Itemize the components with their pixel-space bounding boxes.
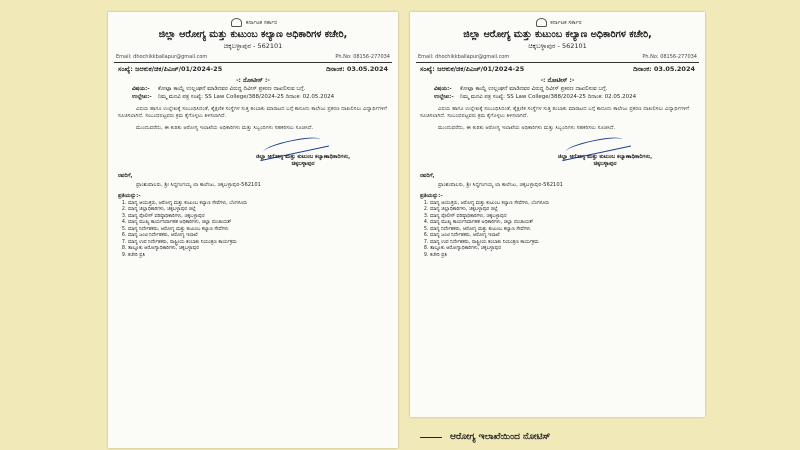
body-paragraph-1: ವಿಷಯ ಹಾಗೂ ಉಲ್ಲೇಖಕ್ಕೆ ಸಂಬಂಧಿಸಿದಂತೆ, ಶೈಕ್ಷಣಿಕ ಸಂಸ್ಥೆಗಳ ಸುತ್ತ ತಂಬಾಕು ಮಾರಾಟದ ಬಗ್ಗೆ ಕಾನೂನು ಕಾಲೇಜು ಪ್ರಕರಣ ದಾಖಲಿಸಲು ವಿದ್ಯಾರ್ಥಿಗಳಿಗೆ ಸೂಚಿಸಲಾಗಿದೆ. ಸಂಬಂಧಪಟ್ಟವರು ಕ್ರಮ ಕೈಗೊಳ್ಳಲು ತಿಳಿಸಲಾಗಿದೆ. [118, 106, 387, 120]
emblem-text: ಕರ್ನಾಟಕ ಸರ್ಕಾರ [245, 20, 277, 26]
notice-title: -: ನೋಟೀಸ್ :- [540, 77, 575, 84]
office-name: ಜಿಲ್ಲಾ ಆರೋಗ್ಯ ಮತ್ತು ಕುಟುಂಬ ಕಲ್ಯಾಣ ಅಧಿಕಾರಿಗಳ ಕಚೇರಿ, [463, 29, 652, 40]
list-item: 1. ಮಾನ್ಯ ಆಯುಕ್ತರು, ಆರೋಗ್ಯ ಮತ್ತು ಕುಟುಂಬ ಕಲ್ಯಾಣ ಸೇವೆಗಳು, ಬೆಂಗಳೂರು [430, 201, 693, 208]
reference-number: ಸಂಖ್ಯೆ: ಜಆಕುಕ/ಚಿಕ/ಪಿಎಚ್‌/01/2024-25 [118, 65, 223, 73]
list-item: 7. ಮಾನ್ಯ ಉಪ ನಿರ್ದೇಶಕರು, ರಾಷ್ಟ್ರೀಯ ತಂಬಾಕು ನಿಯಂತ್ರಣ ಕಾರ್ಯಕ್ರಮ [128, 240, 386, 247]
subject-field [410, 85, 705, 93]
list-item: 4. ಮಾನ್ಯ ಮುಖ್ಯ ಕಾರ್ಯನಿರ್ವಾಹಕ ಅಧಿಕಾರಿಗಳು, ಜಿಲ್ಲಾ ಪಂಚಾಯತ್ [430, 220, 693, 227]
caption-line [420, 432, 550, 442]
body-paragraph-2: ಮುಂದುವರೆದು, ಈ ಕುರಿತು ಆರೋಗ್ಯ ಇಲಾಖೆಯ ಅಧಿಕಾರಿಗಳು ಮತ್ತು ಸಿಬ್ಬಂದಿಗಳು ಸಹಕರಿಸಲು ಸೂಚಿಸಿದೆ. [438, 125, 616, 132]
list-item: 1. ಮಾನ್ಯ ಆಯುಕ್ತರು, ಆರೋಗ್ಯ ಮತ್ತು ಕುಟುಂಬ ಕಲ್ಯಾಣ ಸೇವೆಗಳು, ಬೆಂಗಳೂರು [128, 201, 386, 208]
list-item: 7. ಮಾನ್ಯ ಉಪ ನಿರ್ದೇಶಕರು, ರಾಷ್ಟ್ರೀಯ ತಂಬಾಕು ನಿಯಂತ್ರಣ ಕಾರ್ಯಕ್ರಮ [430, 240, 693, 247]
notice-page-left [108, 12, 398, 448]
body-paragraph-2: ಮುಂದುವರೆದು, ಈ ಕುರಿತು ಆರೋಗ್ಯ ಇಲಾಖೆಯ ಅಧಿಕಾರಿಗಳು ಮತ್ತು ಸಿಬ್ಬಂದಿಗಳು ಸಹಕರಿಸಲು ಸೂಚಿಸಿದೆ. [136, 125, 314, 132]
header-divider [114, 62, 392, 63]
list-item: 6. ಮಾನ್ಯ ಜಂಟಿ ನಿರ್ದೇಶಕರು, ಆರೋಗ್ಯ ಇಲಾಖೆ [430, 233, 693, 240]
reference-text: ನಿಮ್ಮ ಮನವಿ ಪತ್ರ ಸಂಖ್ಯೆ: SS Law College/388/2024-25 ದಿನಾಂಕ: 02.05.2024 [158, 94, 335, 100]
contact-row [108, 54, 398, 60]
notice-page-right [410, 12, 705, 417]
signatory-title: ಜಿಲ್ಲಾ ಆರೋಗ್ಯ ಮತ್ತು ಕುಟುಂಬ ಕಲ್ಯಾಣಾಧಿಕಾರಿಗಳು, ಚಿಕ್ಕಬಳ್ಳಾಪುರ [557, 153, 653, 167]
phone-text: Ph.No: 08156-277034 [642, 54, 697, 60]
office-name: ಜಿಲ್ಲಾ ಆರೋಗ್ಯ ಮತ್ತು ಕುಟುಂಬ ಕಲ್ಯಾಣ ಅಧಿಕಾರಿಗಳ ಕಚೇರಿ, [158, 29, 348, 40]
list-item: 9. ಕಚೇರಿ ಪ್ರತಿ [430, 253, 693, 260]
reference-field [410, 93, 705, 101]
subject-label: ವಿಷಯ:- [132, 86, 150, 92]
subject-text: ಕೋಟ್ಪಾ ಕಾಯ್ದೆ ಉಲ್ಲಂಘನೆ ಮಾಡಿದವರ ವಿರುದ್ಧ ದಿವೀಸ್ ಪ್ರಕರಣ ದಾಖಲಿಸುವ ಬಗ್ಗೆ. [460, 86, 608, 92]
list-item: 2. ಮಾನ್ಯ ಜಿಲ್ಲಾಧಿಕಾರಿಗಳು, ಚಿಕ್ಕಬಳ್ಳಾಪುರ ಜಿಲ್ಲೆ [128, 207, 386, 214]
addressee: ಪ್ರಾಂಶುಪಾಲರು, ಶ್ರೀ ಸಿದ್ದಗಂಗಯ್ಯ ಲಾ ಕಾಲೇಜು, ಚಿಕ್ಕಬಳ್ಳಾಪುರ-562101 [136, 181, 261, 188]
signature-block [108, 137, 398, 171]
list-item: 9. ಕಚೇರಿ ಪ್ರತಿ [128, 253, 386, 260]
office-address: ಚಿಕ್ಕಬಳ್ಳಾಪುರ - 562101 [528, 42, 587, 50]
subject-text: ಕೋಟ್ಪಾ ಕಾಯ್ದೆ ಉಲ್ಲಂಘನೆ ಮಾಡಿದವರ ವಿರುದ್ಧ ದಿವೀಸ್ ಪ್ರಕರಣ ದಾಖಲಿಸುವ ಬಗ್ಗೆ. [158, 86, 306, 92]
signatory-title: ಜಿಲ್ಲಾ ಆರೋಗ್ಯ ಮತ್ತು ಕುಟುಂಬ ಕಲ್ಯಾಣಾಧಿಕಾರಿಗಳು, ಚಿಕ್ಕಬಳ್ಳಾಪುರ [255, 153, 351, 167]
signature-block [410, 137, 705, 171]
copy-to-label: ಪ್ರತಿಯನ್ನು:- [118, 192, 141, 199]
list-item: 2. ಮಾನ್ಯ ಜಿಲ್ಲಾಧಿಕಾರಿಗಳು, ಚಿಕ್ಕಬಳ್ಳಾಪುರ ಜಿಲ್ಲೆ [430, 207, 693, 214]
to-label: ರವರಿಗೆ, [118, 172, 133, 179]
contact-row [410, 54, 705, 60]
emblem-header [410, 18, 705, 27]
list-item: 3. ಮಾನ್ಯ ಪೊಲೀಸ್ ವರಿಷ್ಠಾಧಿಕಾರಿಗಳು, ಚಿಕ್ಕಬಳ್ಳಾಪುರ [430, 214, 693, 221]
reference-field [108, 93, 398, 101]
notice-date: ದಿನಾಂಕ: 03.05.2024 [326, 65, 388, 73]
reference-row [108, 65, 398, 74]
to-label: ರವರಿಗೆ, [420, 172, 435, 179]
notice-title: -: ನೋಟೀಸ್ :- [236, 77, 270, 84]
subject-field [108, 85, 398, 93]
list-item: 5. ಮಾನ್ಯ ನಿರ್ದೇಶಕರು, ಆರೋಗ್ಯ ಮತ್ತು ಕುಟುಂಬ ಕಲ್ಯಾಣ ಸೇವೆಗಳು [430, 227, 693, 234]
reference-row [410, 65, 705, 74]
office-address: ಚಿಕ್ಕಬಳ್ಳಾಪುರ - 562101 [223, 42, 283, 50]
reference-label: ಉಲ್ಲೇಖ:- [434, 94, 454, 100]
phone-text: Ph.No: 08156-277034 [335, 54, 390, 60]
copy-to-label: ಪ್ರತಿಯನ್ನು:- [420, 192, 443, 199]
copy-to-list [410, 201, 705, 260]
state-emblem-icon [536, 18, 547, 27]
state-emblem-icon [231, 18, 242, 27]
caption-dash [420, 437, 442, 438]
subject-label: ವಿಷಯ:- [434, 86, 452, 92]
body-paragraph-1: ವಿಷಯ ಹಾಗೂ ಉಲ್ಲೇಖಕ್ಕೆ ಸಂಬಂಧಿಸಿದಂತೆ, ಶೈಕ್ಷಣಿಕ ಸಂಸ್ಥೆಗಳ ಸುತ್ತ ತಂಬಾಕು ಮಾರಾಟದ ಬಗ್ಗೆ ಕಾನೂನು ಕಾಲೇಜು ಪ್ರಕರಣ ದಾಖಲಿಸಲು ವಿದ್ಯಾರ್ಥಿಗಳಿಗೆ ಸೂಚಿಸಲಾಗಿದೆ. ಸಂಬಂಧಪಟ್ಟವರು ಕ್ರಮ ಕೈಗೊಳ್ಳಲು ತಿಳಿಸಲಾಗಿದೆ. [420, 106, 689, 120]
list-item: 5. ಮಾನ್ಯ ನಿರ್ದೇಶಕರು, ಆರೋಗ್ಯ ಮತ್ತು ಕುಟುಂಬ ಕಲ್ಯಾಣ ಸೇವೆಗಳು [128, 227, 386, 234]
notice-date: ದಿನಾಂಕ: 03.05.2024 [633, 65, 695, 73]
list-item: 3. ಮಾನ್ಯ ಪೊಲೀಸ್ ವರಿಷ್ಠಾಧಿಕಾರಿಗಳು, ಚಿಕ್ಕಬಳ್ಳಾಪುರ [128, 214, 386, 221]
caption-text: ಆರೋಗ್ಯ ಇಲಾಖೆಯಿಂದ ನೋಟಿಸ್ [450, 432, 551, 442]
reference-text: ನಿಮ್ಮ ಮನವಿ ಪತ್ರ ಸಂಖ್ಯೆ: SS Law College/388/2024-25 ದಿನಾಂಕ: 02.05.2024 [460, 94, 637, 100]
list-item: 4. ಮಾನ್ಯ ಮುಖ್ಯ ಕಾರ್ಯನಿರ್ವಾಹಕ ಅಧಿಕಾರಿಗಳು, ಜಿಲ್ಲಾ ಪಂಚಾಯತ್ [128, 220, 386, 227]
reference-number: ಸಂಖ್ಯೆ: ಜಆಕುಕ/ಚಿಕ/ಪಿಎಚ್‌/01/2024-25 [420, 65, 525, 73]
addressee: ಪ್ರಾಂಶುಪಾಲರು, ಶ್ರೀ ಸಿದ್ದಗಂಗಯ್ಯ ಲಾ ಕಾಲೇಜು, ಚಿಕ್ಕಬಳ್ಳಾಪುರ-562101 [438, 181, 563, 188]
list-item: 6. ಮಾನ್ಯ ಜಂಟಿ ನಿರ್ದೇಶಕರು, ಆರೋಗ್ಯ ಇಲಾಖೆ [128, 233, 386, 240]
list-item: 8. ತಾಲ್ಲೂಕು ಆರೋಗ್ಯಾಧಿಕಾರಿಗಳು, ಚಿಕ್ಕಬಳ್ಳಾಪುರ [430, 246, 693, 253]
list-item: 8. ತಾಲ್ಲೂಕು ಆರೋಗ್ಯಾಧಿಕಾರಿಗಳು, ಚಿಕ್ಕಬಳ್ಳಾಪುರ [128, 246, 386, 253]
emblem-text: ಕರ್ನಾಟಕ ಸರ್ಕಾರ [550, 20, 582, 26]
emblem-header [108, 18, 398, 27]
copy-to-list [108, 201, 398, 260]
header-divider [416, 62, 699, 63]
email-text: Email: dhochikkballapur@gmail.com [116, 54, 208, 60]
reference-label: ಉಲ್ಲೇಖ:- [132, 94, 152, 100]
email-text: Email: dhochikkballapur@gmail.com [418, 54, 510, 60]
